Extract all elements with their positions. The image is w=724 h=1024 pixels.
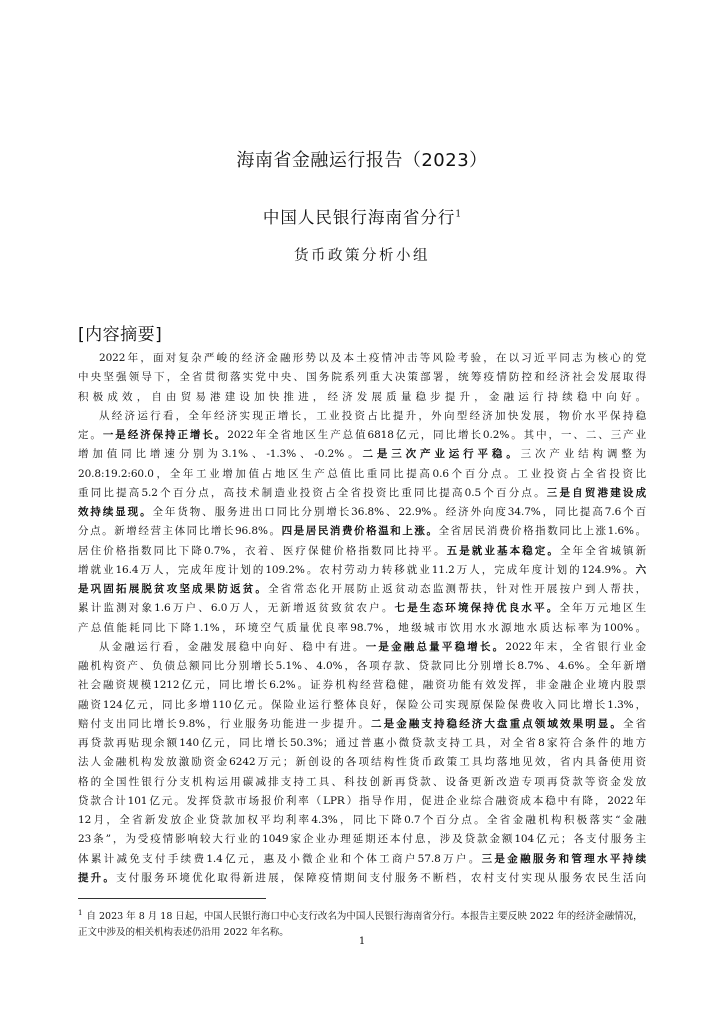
body-line [78, 811, 646, 830]
body-line [78, 445, 646, 464]
bold-phrase: 五是就业基本稳定。 [446, 544, 560, 557]
bold-phrase: 三是自贸港建设成 [546, 486, 646, 499]
text-run: 融资124亿元，同比多增110亿元。保险业运行整体良好，保险公司实现原保险保费收入同比增长1.3%， [78, 698, 646, 711]
text-run: 支付服务环境优化取得新进展，保障疫情期间支付服务不断档，农村支付实现从服务农民生活向 [116, 871, 646, 884]
text-run: 全年万元地区生 [559, 602, 646, 615]
author-line [0, 204, 724, 228]
body-line [78, 715, 646, 734]
text-run: 分点。新增经营主体同比增长96.8%。 [78, 525, 282, 538]
body-line [78, 676, 646, 695]
text-run: 全省常态化开展防止返贫动态监测帮扶，针对性开展按户到人帮扶， [268, 583, 647, 595]
body-line [78, 522, 646, 541]
text-run: 累计监测对象1.6万户、6.0万人，无新增返贫致贫农户。 [78, 602, 395, 615]
text-run: 重同比提高5.2个百分点，高技术制造业投资占全省投资比重同比提高0.5个百分点。 [78, 486, 547, 499]
body-line [78, 580, 646, 599]
bold-phrase: 二是三次产业运行平稳。 [362, 448, 521, 461]
bold-phrase: 六 [635, 563, 646, 576]
text-run: 全年全省城镇新 [560, 544, 646, 557]
footnote-divider [78, 898, 266, 899]
text-run: 法人金融机构发放激励资金6242万元；新创设的各项结构性货币政策工具均落地见效，省内具备使用资 [78, 756, 646, 769]
body-line [78, 465, 646, 484]
bold-phrase: 是巩固拓展脱贫攻坚成果防返贫。 [78, 583, 269, 595]
text-run: 体累计减免支付手续费1.4亿元，惠及小微企业和个体工商户57.8万户。 [78, 852, 482, 865]
text-run: 20.8:19.2:60.0，全年工业增加值占地区生产总值比重同比提高0.6个百分点。工业投资占全省投资比 [78, 467, 646, 480]
body-line [78, 426, 646, 445]
bold-phrase: 二是金融支持稳经济大盘重点领域效果明显。 [371, 717, 623, 730]
body-line [78, 619, 646, 638]
body-line [78, 773, 646, 792]
footnote-reference[interactable]: 1 [455, 209, 462, 220]
footnote-marker: 1 [78, 909, 83, 917]
text-run: 全省 [622, 717, 646, 730]
text-run: 从金融运行看，金融发展稳中向好、稳中有进。 [99, 640, 366, 653]
body-line [78, 657, 646, 676]
body-line [78, 869, 646, 888]
body-line [78, 850, 646, 869]
text-run: 积极成效，自由贸易港建设加快推进，经济发展质量稳步提升，金融运行持续稳中向好。 [78, 390, 646, 403]
text-run: 产总值能耗同比下降1.1%，环境空气质量优良率98.7%，地级城市饮用水水源地水质达标率为100%。 [78, 621, 646, 634]
author-group: 货币政策分析小组 [294, 248, 430, 264]
bold-phrase: 提升。 [78, 871, 117, 884]
body-line [78, 734, 646, 753]
body-line [78, 599, 646, 618]
section-heading: [内容摘要] [78, 325, 163, 345]
body-line [78, 542, 646, 561]
bold-phrase: 四是居民消费价格温和上涨。 [281, 525, 439, 538]
text-run: 全省居民消费价格指数同比上涨1.6%。 [438, 525, 646, 538]
text-run: 增加值同比增速分别为3.1%、-1.3%、-0.2%。 [78, 448, 363, 461]
footnote-text: 自 2023 年 8 月 18 日起，中国人民银行海口中心支行改名为中国人民银行海南省分行。本报告主要反映 2022 年的经济金融情况，正文中涉及的相关机构表述仍沿用 2022 年名称。 [78, 911, 643, 939]
text-run: 2022年，面对复杂严峻的经济金融形势以及本土疫情冲击等风险考验，在以习近平同志为核心的党 [99, 352, 646, 364]
bold-phrase: 效持续显现。 [78, 506, 153, 518]
text-run: 社会融资规模1212亿元，同比增长6.2%。证券机构经营稳健，融资功能有效发挥，非金融企业境内股票 [78, 679, 646, 692]
text-run: 三次产业结构调整为 [520, 448, 646, 461]
text-run: 融机构资产、负债总额同比分别增长5.1%、4.0%，各项存款、贷款同比分别增长8.7%、4.6%。全年新增 [78, 660, 646, 672]
text-run: 贷款合计101亿元。发挥贷款市场报价利率（LPR）指导作用，促进企业综合融资成本稳中有降，2022年 [78, 794, 646, 807]
body-line [78, 830, 646, 849]
text-run: 全年货物、服务进出口同比分别增长36.8%、22.9%。经济外向度34.7%，同比提高7.6个百 [152, 506, 646, 518]
author-name: 中国人民银行海南省分行 [262, 208, 456, 227]
bold-phrase: 三是金融服务和管理水平持续 [481, 852, 646, 865]
text-run: 2022年末，全省银行业金 [505, 640, 647, 653]
bold-phrase: 七是生态环境保持优良水平。 [394, 602, 560, 615]
text-run: 格的全国性银行分支机构运用碳减排支持工具、科技创新再贷款、设备更新改造专项再贷款等资金发放 [78, 775, 646, 788]
body-line [78, 388, 646, 407]
body-line [78, 368, 646, 387]
body-line [78, 638, 646, 657]
text-run: 定。 [78, 429, 103, 441]
body-line [78, 753, 646, 772]
text-run: 从经济运行看，全年经济实现正增长，工业投资占比提升，外向型经济加快发展，物价水平保持稳 [99, 409, 646, 422]
text-run: 中央坚强领导下，全省贯彻落实党中央、国务院系列重大决策部署，统筹疫情防控和经济社会发展取得 [78, 371, 646, 384]
body-line [78, 407, 646, 426]
bold-phrase: 一是经济保持正增长。 [102, 429, 228, 441]
body-line [78, 561, 646, 580]
text-run: 赔付支出同比增长9.8%，行业服务功能进一步提升。 [78, 717, 372, 730]
body-line [78, 503, 646, 522]
body-line [78, 349, 646, 368]
text-run: 再贷款再贴现余额140亿元，同比增长50.3%；通过普惠小微贷款支持工具，对全省8家符合条件的地方 [78, 737, 646, 749]
body-line [78, 484, 646, 503]
summary-body [78, 349, 646, 888]
text-run: 居住价格指数同比下降0.7%，衣着、医疗保健价格指数同比持平。 [78, 544, 447, 557]
body-line [78, 696, 646, 715]
text-run: 12月，全省新发放企业贷款加权平均利率4.3%，同比下降0.7个百分点。全省金融机构积极落实“金融 [78, 814, 646, 826]
body-line [78, 792, 646, 811]
text-run: 23条”，为受疫情影响较大行业的1049家企业办理延期还本付息，涉及贷款金额104亿元；各支付服务主 [78, 833, 646, 846]
page-number: 1 [358, 936, 366, 947]
bold-phrase: 一是金融总量平稳增长。 [365, 640, 506, 653]
text-run: 增就业16.4万人，完成年度计划的109.2%。农村劳动力转移就业11.2万人，完成年度计划的124.9%。 [78, 563, 636, 576]
report-title: 海南省金融运行报告（2023） [236, 150, 488, 171]
text-run: 2022年全省地区生产总值6818亿元，同比增长0.2%。其中，一、二、三产业 [227, 429, 646, 441]
